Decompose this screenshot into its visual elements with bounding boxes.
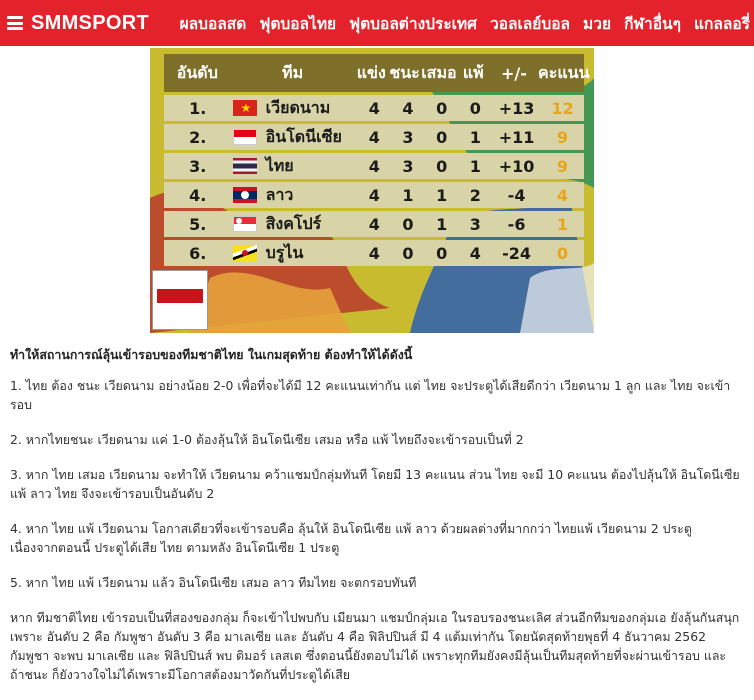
points: 12 bbox=[551, 98, 574, 118]
nav-foreign-football[interactable]: ฟุตบอลต่างประเทศ bbox=[349, 14, 477, 33]
standings-image bbox=[150, 48, 594, 333]
played: 4 bbox=[368, 185, 380, 205]
lost: 1 bbox=[469, 127, 481, 147]
team-name: ลาว bbox=[265, 184, 294, 204]
singapore-flag-icon bbox=[233, 216, 257, 232]
won: 1 bbox=[402, 185, 414, 205]
header-rank: อันดับ bbox=[176, 62, 218, 82]
site-logo[interactable]: SMMSPORT bbox=[31, 11, 149, 34]
indonesia-flag-icon bbox=[233, 129, 257, 145]
played: 4 bbox=[368, 98, 380, 118]
goal-diff: -24 bbox=[502, 243, 532, 263]
article-paragraph: หาก ทีมชาติไทย เข้ารอบเป็นที่สองของกลุ่ม ก็จะเข้าไปพบกับ เมียนมา แชมป์กลุ่มเอ ในรอบรองชนะเลิศ ส่วนอีกทีมของกลุ่มเอ ยังลุ้นกันสนุก เพราะ อันดับ 2 คือ กัมพูชา อันดับ 3 คือ มาเลเซีย และ อันดับ 4 คือ ฟิลิปปินส์ มี 4 แต้มเท่ากัน โดยนัดสุดท้ายพุธที่ 4 ธันวาคม 2562 กัมพูชา จะพบ มาเลเซีย และ ฟิลิปปินส์ พบ ติมอร์ เลสเต ซึ่งตอนนี้ยังตอบไม่ได้ เพราะทุกทีมยังคงมีลุ้นเป็นทีมสุดท้ายที่จะผ่านเข้ารอบ และถ้าชนะ ก็ยังวางใจไม่ได้เพราะมีโอกาสต้องมาวัดกันที่ประตูได้เสีย bbox=[10, 610, 740, 682]
nav-volleyball[interactable]: วอลเลย์บอล bbox=[490, 14, 571, 33]
drawn: 0 bbox=[436, 127, 448, 147]
team-name: เวียดนาม bbox=[265, 97, 331, 117]
goal-diff: -6 bbox=[507, 214, 526, 234]
goal-diff: +10 bbox=[498, 156, 535, 176]
rank: 2. bbox=[189, 127, 207, 147]
header-drawn: เสมอ bbox=[421, 62, 457, 82]
header-won: ชนะ bbox=[389, 62, 420, 82]
header-played: แข่ง bbox=[356, 62, 386, 82]
points: 9 bbox=[556, 127, 569, 147]
table-row bbox=[164, 95, 584, 121]
goal-diff: +11 bbox=[498, 127, 535, 147]
article-paragraph: 2. หากไทยชนะ เวียดนาม แค่ 1-0 ต้องลุ้นให้ อินโดนีเซีย เสมอ หรือ แพ้ ไทยถึงจะเข้ารอบเป็นที่ 2 bbox=[10, 432, 524, 447]
team-name: บรูไน bbox=[265, 242, 304, 262]
goal-diff: -4 bbox=[507, 185, 526, 205]
main-nav bbox=[167, 0, 750, 46]
article-paragraph: 4. หาก ไทย แพ้ เวียดนาม โอกาสเดียวที่จะเข้ารอบคือ ลุ้นให้ อินโดนีเซีย แพ้ ลาว ด้วยผลต่างที่มากกว่า ไทยแพ้ เวียดนาม 2 ประตู เนื่องจากตอนนี้ ประตูได้เสีย ไทย ตามหลัง อินโดนีเซีย 1 ประตู bbox=[10, 521, 692, 555]
won: 3 bbox=[402, 127, 414, 147]
menu-icon[interactable] bbox=[7, 16, 23, 30]
vietnam-flag-icon: ★ bbox=[233, 100, 257, 116]
won: 0 bbox=[402, 243, 414, 263]
rank: 1. bbox=[189, 98, 207, 118]
rank: 4. bbox=[189, 185, 207, 205]
header-points: คะแนน bbox=[538, 62, 590, 82]
lost: 4 bbox=[469, 243, 481, 263]
article-paragraph: 5. หาก ไทย แพ้ เวียดนาม แล้ว อินโดนีเซีย เสมอ ลาว ทีมไทย จะตกรอบทันที bbox=[10, 575, 417, 590]
article-paragraph: 3. หาก ไทย เสมอ เวียดนาม จะทำให้ เวียดนาม คว้าแชมป์กลุ่มทันที โดยมี 13 คะแนน ส่วน ไทย จะมี 10 คะแนน ต้องไปลุ้นให้ อินโดนีเซีย แพ้ ลาว ไทย จึงจะเข้ารอบเป็นอันดับ 2 bbox=[10, 467, 740, 501]
nav-gallery[interactable]: แกลลอรี่ bbox=[693, 14, 750, 33]
drawn: 1 bbox=[436, 185, 448, 205]
rank: 5. bbox=[189, 214, 207, 234]
sponsor-brand-mark bbox=[157, 289, 203, 303]
nav-other-sports[interactable]: กีฬาอื่นๆ bbox=[624, 14, 681, 33]
article-lead: ทำให้สถานการณ์ลุ้นเข้ารอบของทีมชาติไทย ในเกมสุดท้าย ต้องทำให้ได้ดังนี้ bbox=[10, 347, 413, 362]
drawn: 1 bbox=[436, 214, 448, 234]
rank: 3. bbox=[189, 156, 207, 176]
sponsor-logo bbox=[152, 270, 208, 330]
lost: 0 bbox=[469, 98, 481, 118]
header-goal-diff: +/- bbox=[501, 63, 527, 83]
lost: 2 bbox=[469, 185, 481, 205]
points: 0 bbox=[556, 243, 569, 263]
drawn: 0 bbox=[436, 98, 448, 118]
played: 4 bbox=[368, 127, 380, 147]
table-row bbox=[164, 211, 584, 237]
points: 4 bbox=[556, 185, 569, 205]
lost: 1 bbox=[469, 156, 481, 176]
table-row bbox=[164, 153, 584, 179]
team-name: อินโดนีเซีย bbox=[265, 126, 342, 146]
laos-flag-icon bbox=[233, 187, 257, 203]
table-row bbox=[164, 182, 584, 208]
rank: 6. bbox=[189, 243, 207, 263]
lost: 3 bbox=[469, 214, 481, 234]
team-name: สิงคโปร์ bbox=[265, 213, 322, 233]
won: 0 bbox=[402, 214, 414, 234]
goal-diff: +13 bbox=[498, 98, 535, 118]
top-navbar bbox=[0, 0, 754, 46]
standings-table bbox=[164, 54, 590, 266]
article-body bbox=[10, 345, 740, 700]
drawn: 0 bbox=[436, 156, 448, 176]
won: 4 bbox=[402, 98, 414, 118]
header-team: ทีม bbox=[282, 62, 304, 82]
played: 4 bbox=[368, 214, 380, 234]
nav-thai-football[interactable]: ฟุตบอลไทย bbox=[259, 14, 337, 33]
played: 4 bbox=[368, 156, 380, 176]
table-row bbox=[164, 240, 584, 266]
nav-live-scores[interactable]: ผลบอลสด bbox=[179, 14, 247, 33]
drawn: 0 bbox=[436, 243, 448, 263]
thailand-flag-icon bbox=[233, 158, 257, 174]
nav-boxing[interactable]: มวย bbox=[583, 14, 612, 33]
article-paragraph: 1. ไทย ต้อง ชนะ เวียดนาม อย่างน้อย 2-0 เพื่อที่จะได้มี 12 คะแนนเท่ากัน แต่ ไทย จะประตูได้เสียดีกว่า เวียดนาม 1 ลูก และ ไทย จะเข้ารอบ bbox=[10, 378, 731, 412]
table-row bbox=[164, 124, 584, 150]
played: 4 bbox=[368, 243, 380, 263]
standings-header bbox=[164, 54, 590, 92]
points: 9 bbox=[556, 156, 569, 176]
won: 3 bbox=[402, 156, 414, 176]
header-lost: แพ้ bbox=[462, 62, 484, 82]
team-name: ไทย bbox=[265, 155, 294, 175]
points: 1 bbox=[556, 214, 569, 234]
brunei-flag-icon bbox=[233, 245, 257, 261]
